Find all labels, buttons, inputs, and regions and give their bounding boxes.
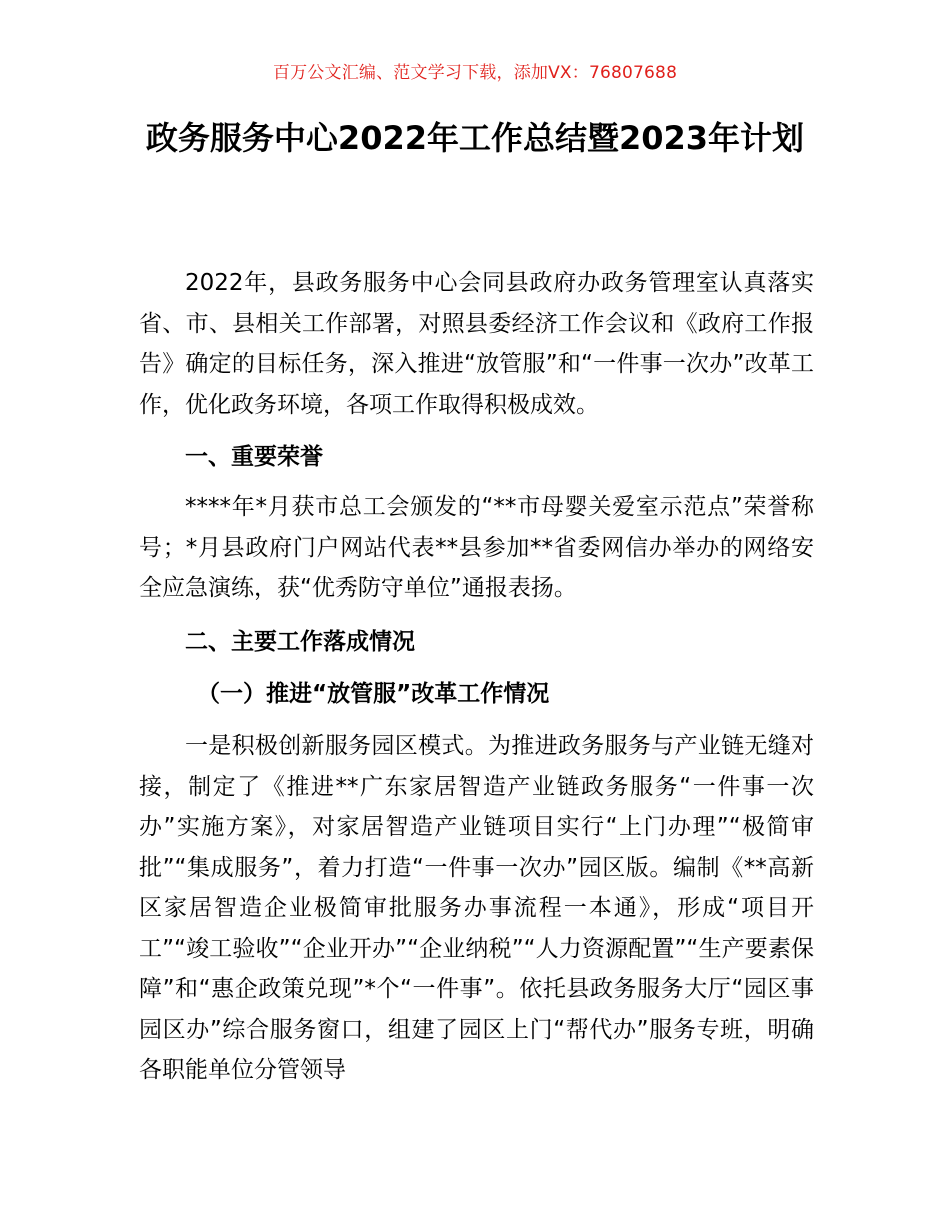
watermark-text: 百万公文汇编、范文学习下载，添加VX：76807688 [272, 63, 678, 83]
document-title: 政务服务中心2022年工作总结暨2023年计划 [145, 119, 805, 157]
section-heading-main-work: 二、主要工作落成情况 [185, 629, 415, 655]
section-heading-honors: 一、重要荣誉 [185, 444, 323, 470]
reform-paragraph: 一是积极创新服务园区模式。为推进政务服务与产业链无缝对接，制定了《推进**广东家居智造产业链政务服务“一件事一次办”实施方案》，对家居智造产业链项目实行“上门办理”“极简审批”“集成服务”，着力打造“一件事一次办”园区版。编制《**高新区家居智造企业极简审批服务办事流程一本通》，形成“项目开工”“竣工验收”“企业开办”“企业纳税”“人力资源配置”“生产要素保障”和“惠企政策兑现”*个“一件事”。依托县政务服务大厅“园区事园区办”综合服务窗口，组建了园区上门“帮代办”服务专班，明确各职能单位分管领导 [139, 733, 814, 1083]
subsection-heading-reform: （一）推进“放管服”改革工作情况 [197, 681, 550, 707]
intro-paragraph: 2022年，县政务服务中心会同县政府办政务管理室认真落实省、市、县相关工作部署，对照县委经济工作会议和《政府工作报告》确定的目标任务，深入推进“放管服”和“一件事一次办”改革工作，优化政务环境，各项工作取得积极成效。 [139, 270, 814, 418]
honors-paragraph: ****年*月获市总工会颁发的“**市母婴关爱室示范点”荣誉称号；*月县政府门户网站代表**县参加**省委网信办举办的网络安全应急演练，获“优秀防守单位”通报表扬。 [139, 494, 814, 601]
